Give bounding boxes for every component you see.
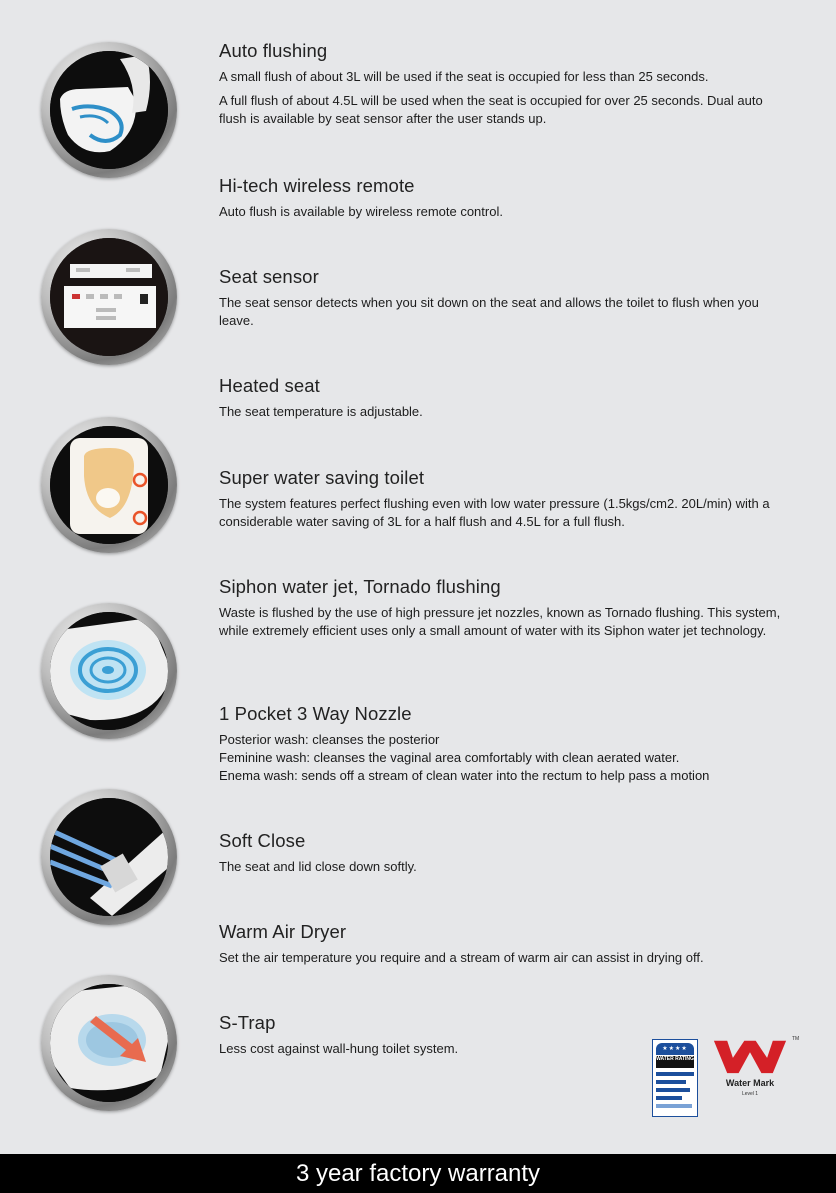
rating-stars-icon: ★★★★	[656, 1043, 694, 1055]
seat-sensor-photo	[41, 229, 177, 365]
feature-title: Seat sensor	[219, 266, 319, 287]
water-mark-title: Water Mark	[725, 1078, 775, 1088]
feature-text: A full flush of about 4.5L will be used when the seat is occupied for over 25 seconds. Dual auto flush is available by seat sensor after the user stands up.	[219, 93, 763, 126]
water-rating-logo	[652, 1039, 698, 1117]
feature-auto-flushing	[219, 40, 809, 128]
feature-title: Soft Close	[219, 830, 306, 851]
s-trap-photo	[41, 975, 177, 1111]
feature-wireless-remote	[219, 175, 809, 221]
feature-text: The seat sensor detects when you sit down on the seat and allows the toilet to flush when you leave.	[219, 295, 759, 328]
feature-text: Auto flush is available by wireless remote control.	[219, 204, 503, 219]
auto-flush-photo	[41, 42, 177, 178]
warranty-text: 3 year factory warranty	[295, 1160, 541, 1187]
feature-title: Warm Air Dryer	[219, 921, 347, 942]
certification-badges	[652, 1036, 802, 1120]
feature-title: Super water saving toilet	[219, 467, 425, 488]
feature-water-saving	[219, 467, 809, 531]
nozzle-photo	[41, 789, 177, 925]
water-rating-label: WATER RATING	[656, 1056, 694, 1068]
feature-tornado-flushing	[219, 576, 809, 640]
feature-seat-sensor	[219, 266, 809, 330]
feature-text: Waste is flushed by the use of high pressure jet nozzles, known as Tornado flushing. This system, while extremely efficient uses only a small amount of water with its Siphon water jet technology.	[219, 605, 781, 638]
feature-line: Feminine wash: cleanses the vaginal area comfortably with clean aerated water.	[219, 750, 680, 765]
trademark-label: TM	[792, 1036, 800, 1042]
feature-text: A small flush of about 3L will be used if the seat is occupied for less than 25 seconds.	[219, 69, 709, 84]
feature-line: Enema wash: sends off a stream of clean water into the rectum to help pass a motion	[219, 768, 710, 783]
feature-soft-close	[219, 830, 809, 876]
feature-title: Hi-tech wireless remote	[219, 175, 415, 196]
feature-text: The seat and lid close down softly.	[219, 859, 417, 874]
feature-title: S-Trap	[219, 1012, 276, 1033]
water-saving-photo	[41, 417, 177, 553]
water-mark-logo	[710, 1036, 802, 1120]
feature-text: Less cost against wall-hung toilet system.	[219, 1041, 459, 1056]
warranty-footer	[0, 1154, 836, 1193]
water-mark-level: Level 1	[741, 1091, 759, 1097]
feature-text: Set the air temperature you require and a stream of warm air can assist in drying off.	[219, 950, 704, 965]
feature-title: Heated seat	[219, 375, 320, 396]
tornado-flushing-photo	[41, 603, 177, 739]
feature-title: Siphon water jet, Tornado flushing	[219, 576, 501, 597]
feature-line: Posterior wash: cleanses the posterior	[219, 732, 440, 747]
feature-warm-air-dryer	[219, 921, 809, 967]
feature-text: The system features perfect flushing even with low water pressure (1.5kgs/cm2. 20L/min) with a considerable water saving of 3L for a half flush and 4.5L for a full flush.	[219, 496, 770, 529]
feature-text: The seat temperature is adjustable.	[219, 404, 423, 419]
feature-nozzle	[219, 703, 809, 785]
feature-heated-seat	[219, 375, 809, 421]
feature-title: Auto flushing	[219, 40, 328, 61]
water-mark-w-icon	[712, 1036, 788, 1076]
feature-title: 1 Pocket 3 Way Nozzle	[219, 703, 412, 724]
